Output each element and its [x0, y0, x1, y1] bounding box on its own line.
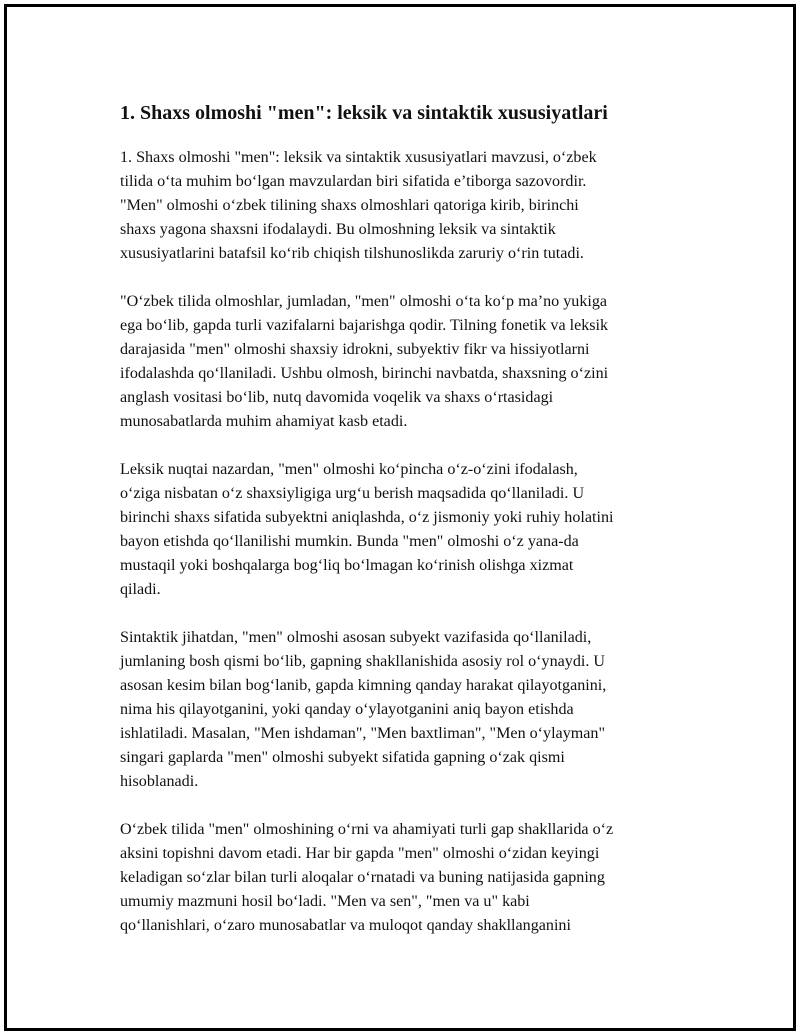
- paragraph-4: [120, 626, 695, 794]
- paragraph-5: [120, 818, 695, 938]
- text-line: "O‘zbek tilida olmoshlar, jumladan, "men" olmoshi o‘ta ko‘p ma’no yukiga: [120, 293, 608, 310]
- text-line: O‘zbek tilida "men" olmoshining o‘rni va ahamiyati turli gap shakllarida o‘z: [120, 821, 614, 838]
- text-line: "Men" olmoshi o‘zbek tilining shaxs olmoshlari qatoriga kirib, birinchi: [120, 197, 579, 214]
- paragraph-1: [120, 146, 695, 266]
- text-line: singari gaplarda "men" olmoshi subyekt sifatida gapning o‘zak qismi: [120, 749, 565, 766]
- page-frame: [4, 4, 796, 1031]
- text-line: ishlatiladi. Masalan, "Men ishdaman", "Men baxtliman", "Men o‘ylayman": [120, 725, 606, 742]
- paragraph-3: [120, 458, 695, 602]
- text-line: mustaqil yoki boshqalarga bog‘liq bo‘lmagan ko‘rinish olishga xizmat: [120, 557, 574, 574]
- paragraph-2: [120, 290, 695, 434]
- text-line: darajasida "men" olmoshi shaxsiy idrokni, subyektiv fikr va hissiyotlarni: [120, 341, 590, 358]
- text-line: qiladi.: [120, 581, 161, 598]
- text-line: hisoblanadi.: [120, 773, 199, 790]
- text-line: 1. Shaxs olmoshi "men": leksik va sintaktik xususiyatlari mavzusi, o‘zbek: [120, 149, 597, 166]
- text-line: Sintaktik jihatdan, "men" olmoshi asosan subyekt vazifasida qo‘llaniladi,: [120, 629, 592, 646]
- text-line: jumlaning bosh qismi bo‘lib, gapning shakllanishida asosiy rol o‘ynaydi. U: [120, 653, 606, 670]
- section-heading: 1. Shaxs olmoshi "men": leksik va sintaktik xususiyatlari: [120, 102, 608, 124]
- text-line: keladigan so‘zlar bilan turli aloqalar o‘rnatadi va buning natijasida gapning: [120, 869, 605, 886]
- text-line: anglash vositasi bo‘lib, nutq davomida voqelik va shaxs o‘rtasidagi: [120, 389, 554, 406]
- text-line: munosabatlarda muhim ahamiyat kasb etadi.: [120, 413, 408, 430]
- text-line: aksini topishni davom etadi. Har bir gapda "men" olmoshi o‘zidan keyingi: [120, 845, 600, 862]
- text-line: xususiyatlarini batafsil ko‘rib chiqish tilshunoslikda zaruriy o‘rin tutadi.: [120, 245, 584, 262]
- text-line: ega bo‘lib, gapda turli vazifalarni bajarishga qodir. Tilning fonetik va leksik: [120, 317, 609, 334]
- text-line: shaxs yagona shaxsni ifodalaydi. Bu olmoshning leksik va sintaktik: [120, 221, 556, 238]
- text-line: ifodalashda qo‘llaniladi. Ushbu olmosh, birinchi navbatda, shaxsning o‘zini: [120, 365, 609, 382]
- text-line: Leksik nuqtai nazardan, "men" olmoshi ko‘pincha o‘z-o‘zini ifodalash,: [120, 461, 578, 478]
- text-line: tilida o‘ta muhim bo‘lgan mavzulardan biri sifatida e’tiborga sazovordir.: [120, 173, 587, 190]
- text-line: nima his qilayotganini, yoki qanday o‘ylayotganini aniq bayon etishda: [120, 701, 574, 718]
- text-line: asosan kesim bilan bog‘lanib, gapda kimning qanday harakat qilayotganini,: [120, 677, 607, 694]
- document-body: [120, 99, 695, 962]
- text-line: birinchi shaxs sifatida subyektni aniqlashda, o‘z jismoniy yoki ruhiy holatini: [120, 509, 614, 526]
- text-line: bayon etishda qo‘llanilishi mumkin. Bunda "men" olmoshi o‘z yana-da: [120, 533, 579, 550]
- text-line: o‘ziga nisbatan o‘z shaxsiyligiga urg‘u berish maqsadida qo‘llaniladi. U: [120, 485, 585, 502]
- text-line: umumiy mazmuni hosil bo‘ladi. "Men va sen", "men va u" kabi: [120, 893, 530, 910]
- text-line: qo‘llanishlari, o‘zaro munosabatlar va muloqot qanday shakllanganini: [120, 917, 571, 934]
